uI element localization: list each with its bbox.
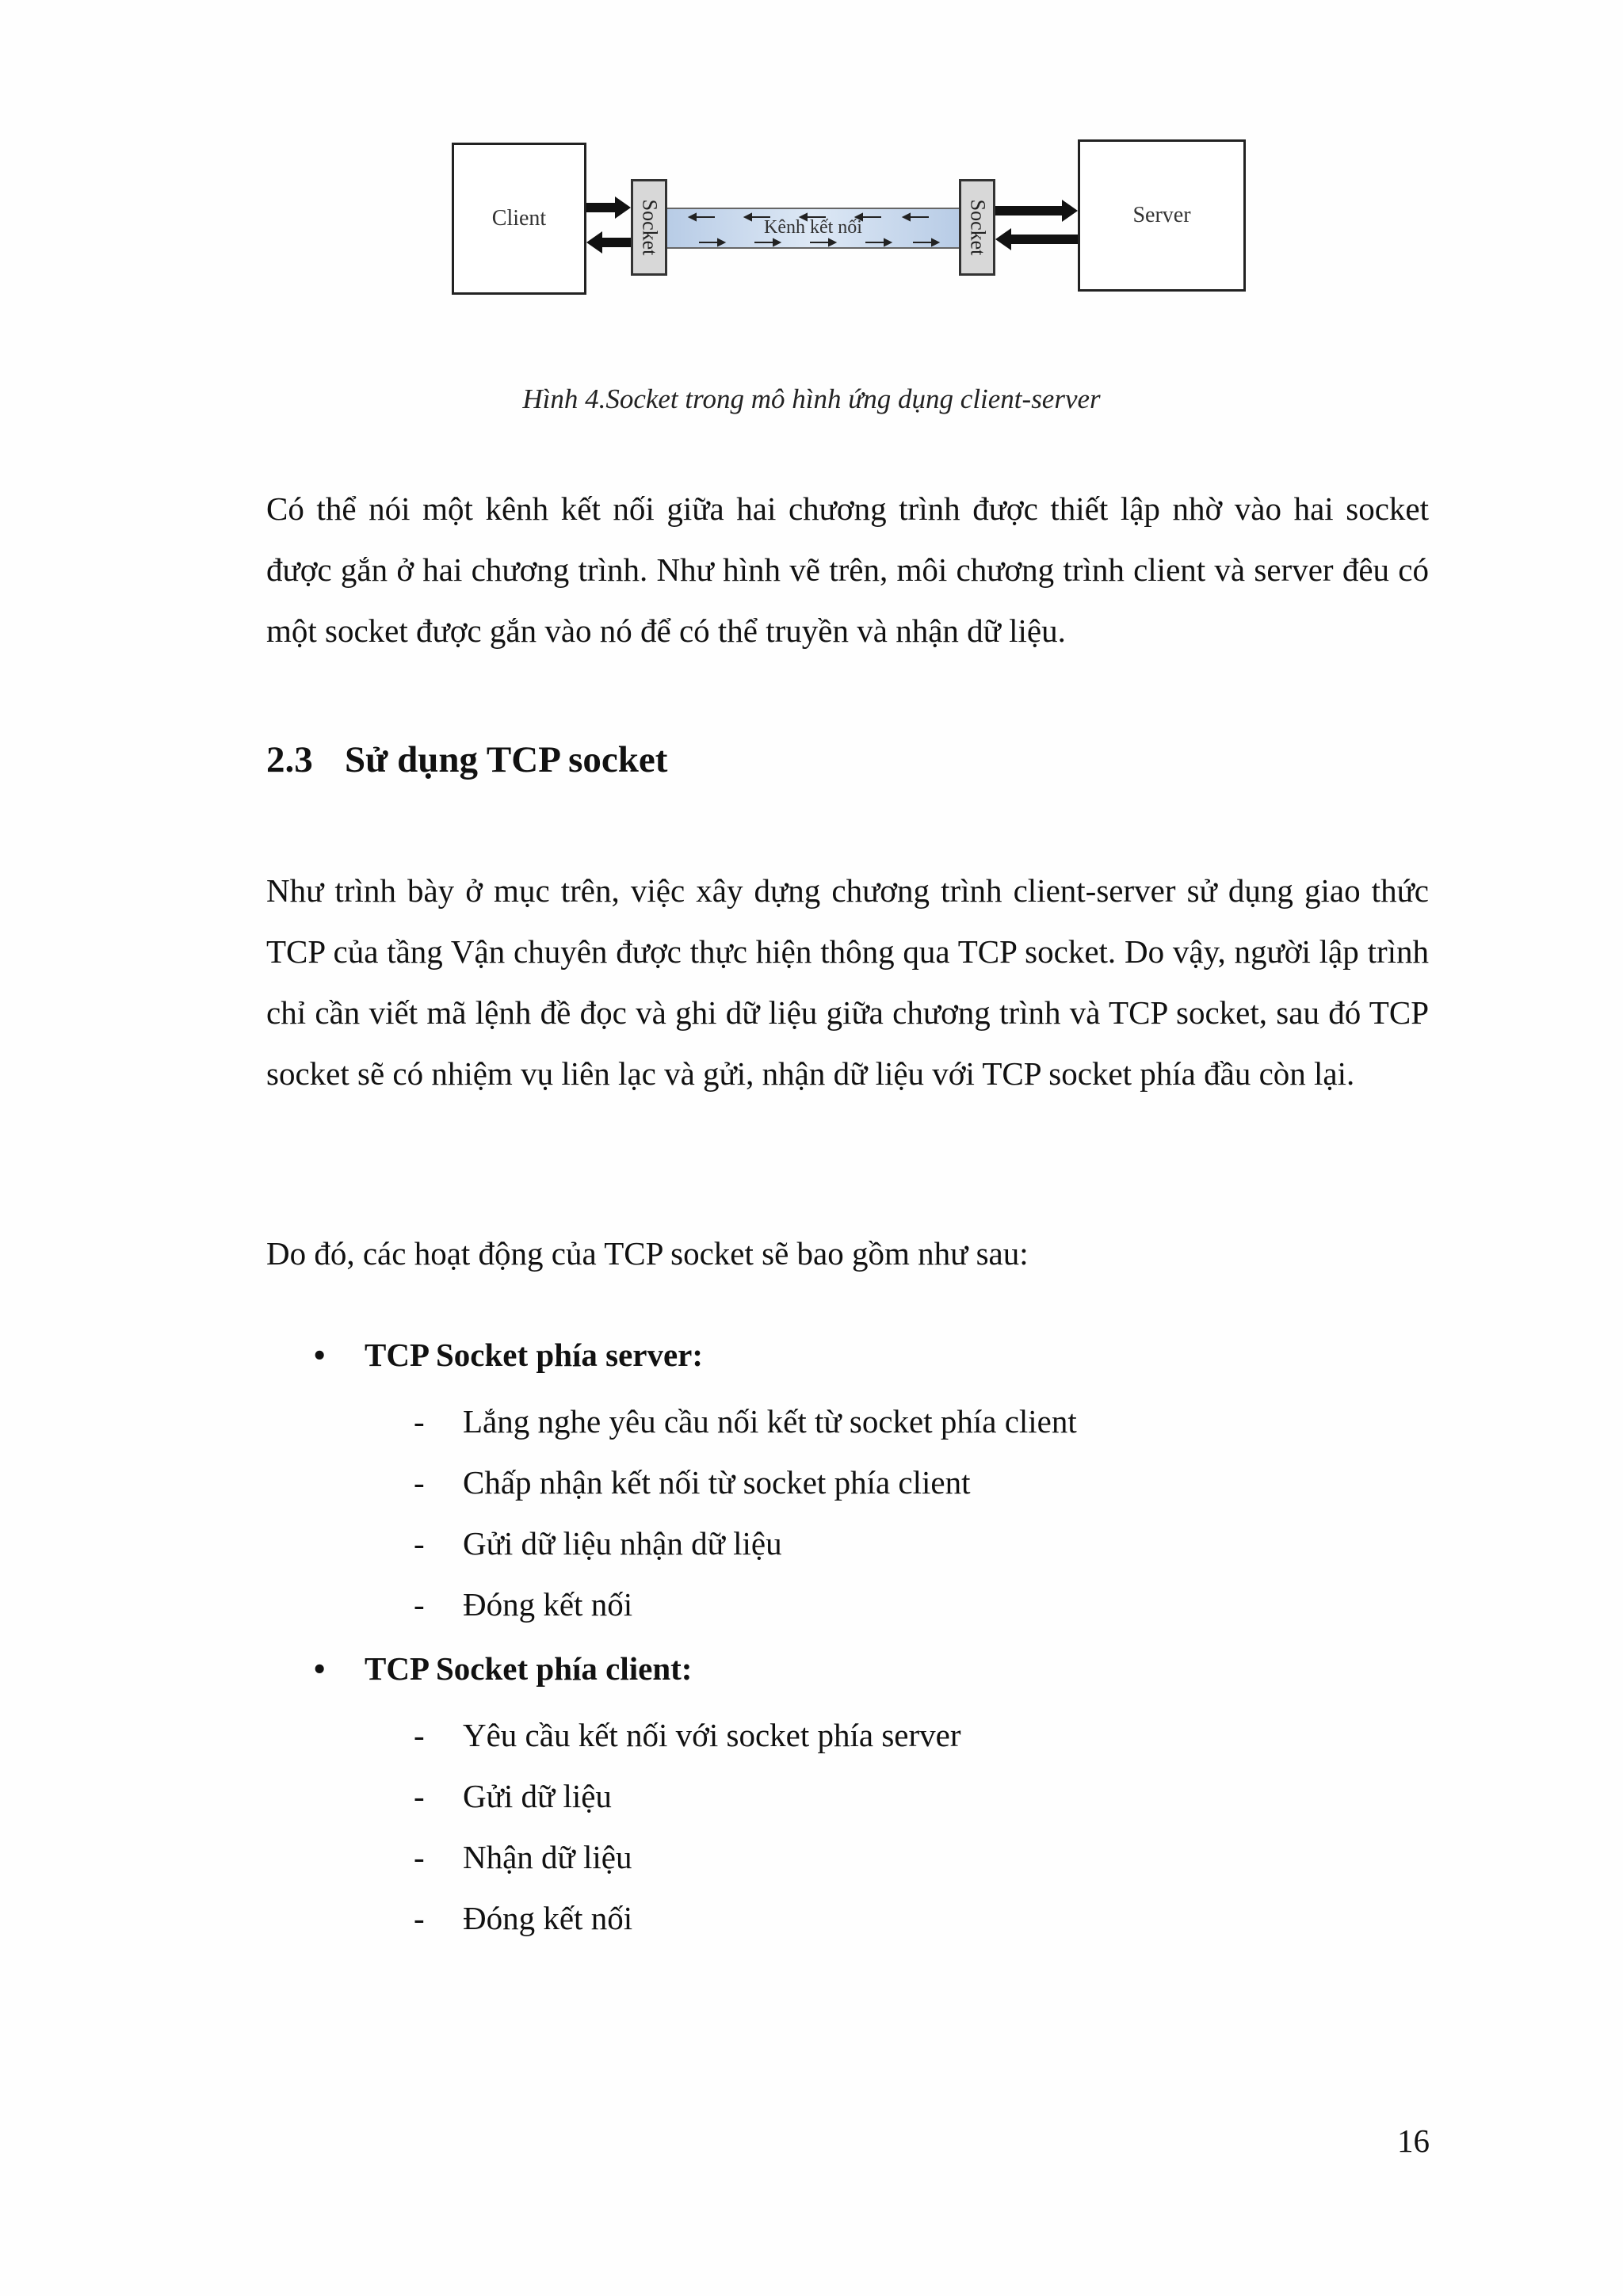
- dash-marker: -: [414, 1778, 425, 1814]
- figure-caption: Hình 4.Socket trong mô hình ứng dụng client-server: [522, 383, 1101, 414]
- section-title: Sử dụng TCP socket: [345, 739, 668, 780]
- list-item-text: Chấp nhận kết nối từ socket phía client: [463, 1464, 971, 1501]
- dash-marker: -: [414, 1586, 425, 1623]
- list-item-text: Đóng kết nối: [463, 1900, 633, 1936]
- thick-arrows-icon: [444, 135, 1246, 307]
- server-socket-label: Socket: [966, 199, 990, 256]
- dash-marker: -: [414, 1403, 425, 1440]
- dash-marker: -: [414, 1525, 425, 1562]
- list-title: TCP Socket phía client:: [365, 1650, 693, 1687]
- client-label: Client: [491, 206, 547, 231]
- dash-marker: -: [414, 1900, 425, 1936]
- client-server-socket-diagram: [444, 135, 1246, 307]
- page-number: 16: [1397, 2122, 1430, 2159]
- list-title: TCP Socket phía server:: [365, 1337, 704, 1373]
- client-socket-label: Socket: [638, 199, 662, 256]
- paragraph-operations: Do đó, các hoạt động của TCP socket sẽ bao gồm như sau:: [266, 1235, 1029, 1272]
- section-heading: [266, 738, 667, 781]
- dash-marker: -: [414, 1464, 425, 1501]
- paragraph-tcp-socket: Như trình bày ở mục trên, việc xây dựng chương trình client-server sử dụng giao thức TCP của tầng Vận chuyên được thực hiện thông qua TCP socket. Do vậy, người lập trình chỉ cần viết mã lệnh đề đọc và ghi dữ liệu giữa chương trình và TCP socket, sau đó TCP socket sẽ có nhiệm vụ liên lạc và gửi, nhận dữ liệu với TCP socket phía đầu còn lại.: [266, 872, 1429, 1092]
- list-item-text: Gửi dữ liệu: [463, 1778, 612, 1814]
- paragraph-socket-intro: Có thể nói một kênh kết nối giữa hai chương trình được thiết lập nhờ vào hai socket được gắn ở hai chương trình. Như hình vẽ trên, môi chương trình client và server đêu có một socket được gắn vào nó để có thể truyền và nhận dữ liệu.: [266, 490, 1429, 649]
- dash-marker: -: [414, 1839, 425, 1875]
- section-number: 2.3: [266, 739, 313, 780]
- list-item-text: Nhận dữ liệu: [463, 1839, 632, 1875]
- bullet-icon: •: [314, 1337, 326, 1373]
- list-item-text: Gửi dữ liệu nhận dữ liệu: [463, 1525, 782, 1562]
- bullet-icon: •: [314, 1650, 326, 1687]
- list-item-text: Lắng nghe yêu cầu nối kết từ socket phía client: [463, 1403, 1077, 1440]
- channel-label: Kênh kết nối: [764, 217, 862, 238]
- dash-marker: -: [414, 1717, 425, 1753]
- server-label: Server: [1132, 203, 1191, 227]
- list-item-text: Đóng kết nối: [463, 1586, 633, 1623]
- list-item-text: Yêu cầu kết nối với socket phía server: [463, 1717, 961, 1753]
